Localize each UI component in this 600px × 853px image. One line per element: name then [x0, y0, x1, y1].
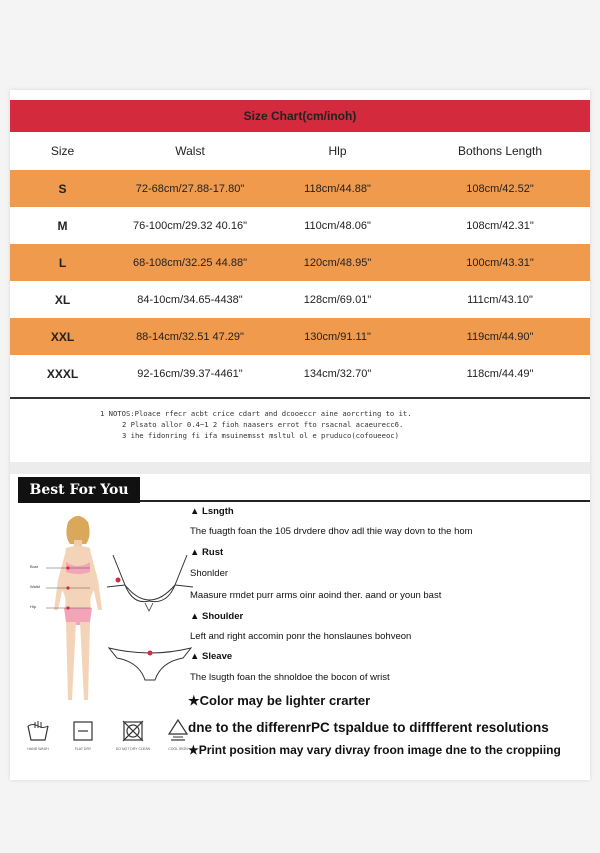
- size-cell: XXL: [50, 329, 75, 344]
- waist-cell: 72-68cm/27.88-17.80": [135, 182, 245, 195]
- guide-text-length: The fuagth foan the 105 drvdere dhov adl thie way dovn to the hom: [190, 526, 473, 537]
- table-row: [10, 355, 590, 392]
- length-cell: 118cm/44.49": [466, 367, 534, 380]
- waist-cell: 68-108cm/32.25 44.88": [133, 256, 247, 269]
- hip-cell: 130cm/91.11": [304, 330, 371, 343]
- guide-text-bust: Maasure rmdet purr arms oinr aoind ther. aand or youn bast: [190, 590, 442, 601]
- resolution-notice: dne to the differenrPC tspaldue to difffferent resolutions: [188, 720, 549, 735]
- chart-title: Size Chart(cm/inoh): [10, 100, 590, 132]
- color-notice: ★Color may be lighter crarter: [188, 693, 371, 708]
- note-line: 3 ihe fidonring fi ifa msuinemsst msltul ol e pruduco(cofoueeoc): [122, 431, 399, 440]
- hip-cell: 110cm/48.06": [304, 219, 371, 232]
- care-item: [115, 718, 151, 751]
- care-item: [160, 718, 196, 751]
- header-length: Bothons Length: [457, 144, 543, 158]
- table-row: [10, 244, 590, 281]
- header-waist: Walst: [175, 144, 205, 158]
- table-row: [10, 281, 590, 318]
- guide-text-sleeve: The lsugth foan the shnoldoe the bocon of wrist: [190, 672, 390, 683]
- care-icons: [20, 718, 200, 768]
- care-item: [65, 718, 101, 751]
- length-cell: 100cm/43.31": [466, 256, 534, 269]
- size-table: [10, 132, 590, 392]
- figure-label-waist: Waist: [30, 584, 40, 589]
- guide-text-shoulder: Shonlder: [190, 568, 229, 579]
- size-chart-card: [10, 90, 590, 780]
- table-header: [10, 132, 590, 170]
- bra-sketch-illustration: [105, 545, 195, 625]
- size-cell: S: [58, 181, 67, 196]
- care-label: HAND WASH: [27, 747, 49, 751]
- hand-wash-icon: [25, 718, 51, 744]
- care-label: FLAT DRY: [74, 747, 92, 751]
- size-cell: XXXL: [46, 366, 79, 381]
- size-cell: L: [58, 255, 67, 270]
- waist-cell: 88-14cm/32.51 47.29": [136, 330, 244, 343]
- guide-heading-shoulder: ▲ Shoulder: [190, 611, 244, 622]
- table-divider: [10, 397, 590, 399]
- do-not-tumble-dry-icon: [120, 718, 146, 744]
- guide-heading-bust: ▲ Rust: [190, 547, 224, 558]
- hip-cell: 128cm/69.01": [303, 293, 372, 306]
- hip-cell: 118cm/44.88": [304, 182, 371, 195]
- size-notes: [100, 408, 540, 441]
- print-position-notice: ★Print position may vary divray froon image dne to the croppiing: [188, 743, 561, 757]
- hip-cell: 120cm/48.95": [303, 256, 372, 269]
- length-cell: 119cm/44.90": [466, 330, 534, 343]
- table-row: [10, 318, 590, 355]
- guide-heading-sleeve: ▲ Sleave: [190, 651, 233, 662]
- section-divider: [10, 462, 590, 474]
- brief-sketch-illustration: [105, 640, 195, 685]
- table-row: [10, 170, 590, 207]
- note-line: 2 Plsato allor 0.4~1 2 fioh naasers errot fto rsacnal acaeurecc6.: [122, 420, 404, 429]
- guide-text-shoulder-width: Left and right accomin ponr the honslaunes bohveon: [190, 631, 412, 642]
- care-label: DO NOT DRY CLEAN: [115, 747, 151, 751]
- waist-cell: 92-16cm/39.37-4461": [137, 367, 243, 380]
- size-cell: XL: [54, 292, 71, 307]
- hip-cell: 134cm/32.70": [303, 367, 372, 380]
- figure-label-hip: Hip: [30, 604, 37, 609]
- care-item: [20, 718, 56, 751]
- length-cell: 111cm/43.10": [467, 293, 533, 306]
- figure-label-bust: Bust: [30, 564, 39, 569]
- best-for-you-rule: [140, 500, 590, 502]
- waist-cell: 84-10cm/34.65-4438": [137, 293, 243, 306]
- note-line: 1 NOTOS:Ploace rfecr acbt crice cdart and dcooeccr aine aorcrting to it.: [100, 409, 412, 418]
- best-for-you-label: Best For You: [18, 477, 140, 503]
- size-cell: M: [57, 218, 68, 233]
- guide-heading-length: ▲ Lsngth: [190, 506, 234, 517]
- header-hip: Hlp: [328, 144, 347, 158]
- care-label: COOL IRON: [168, 747, 188, 751]
- waist-cell: 76-100cm/29.32 40.16": [133, 219, 247, 232]
- length-cell: 108cm/42.52": [466, 182, 534, 195]
- header-size: Size: [50, 144, 75, 158]
- length-cell: 108cm/42.31": [466, 219, 534, 232]
- table-row: [10, 207, 590, 244]
- flat-dry-icon: [70, 718, 96, 744]
- cool-iron-icon: [165, 718, 191, 744]
